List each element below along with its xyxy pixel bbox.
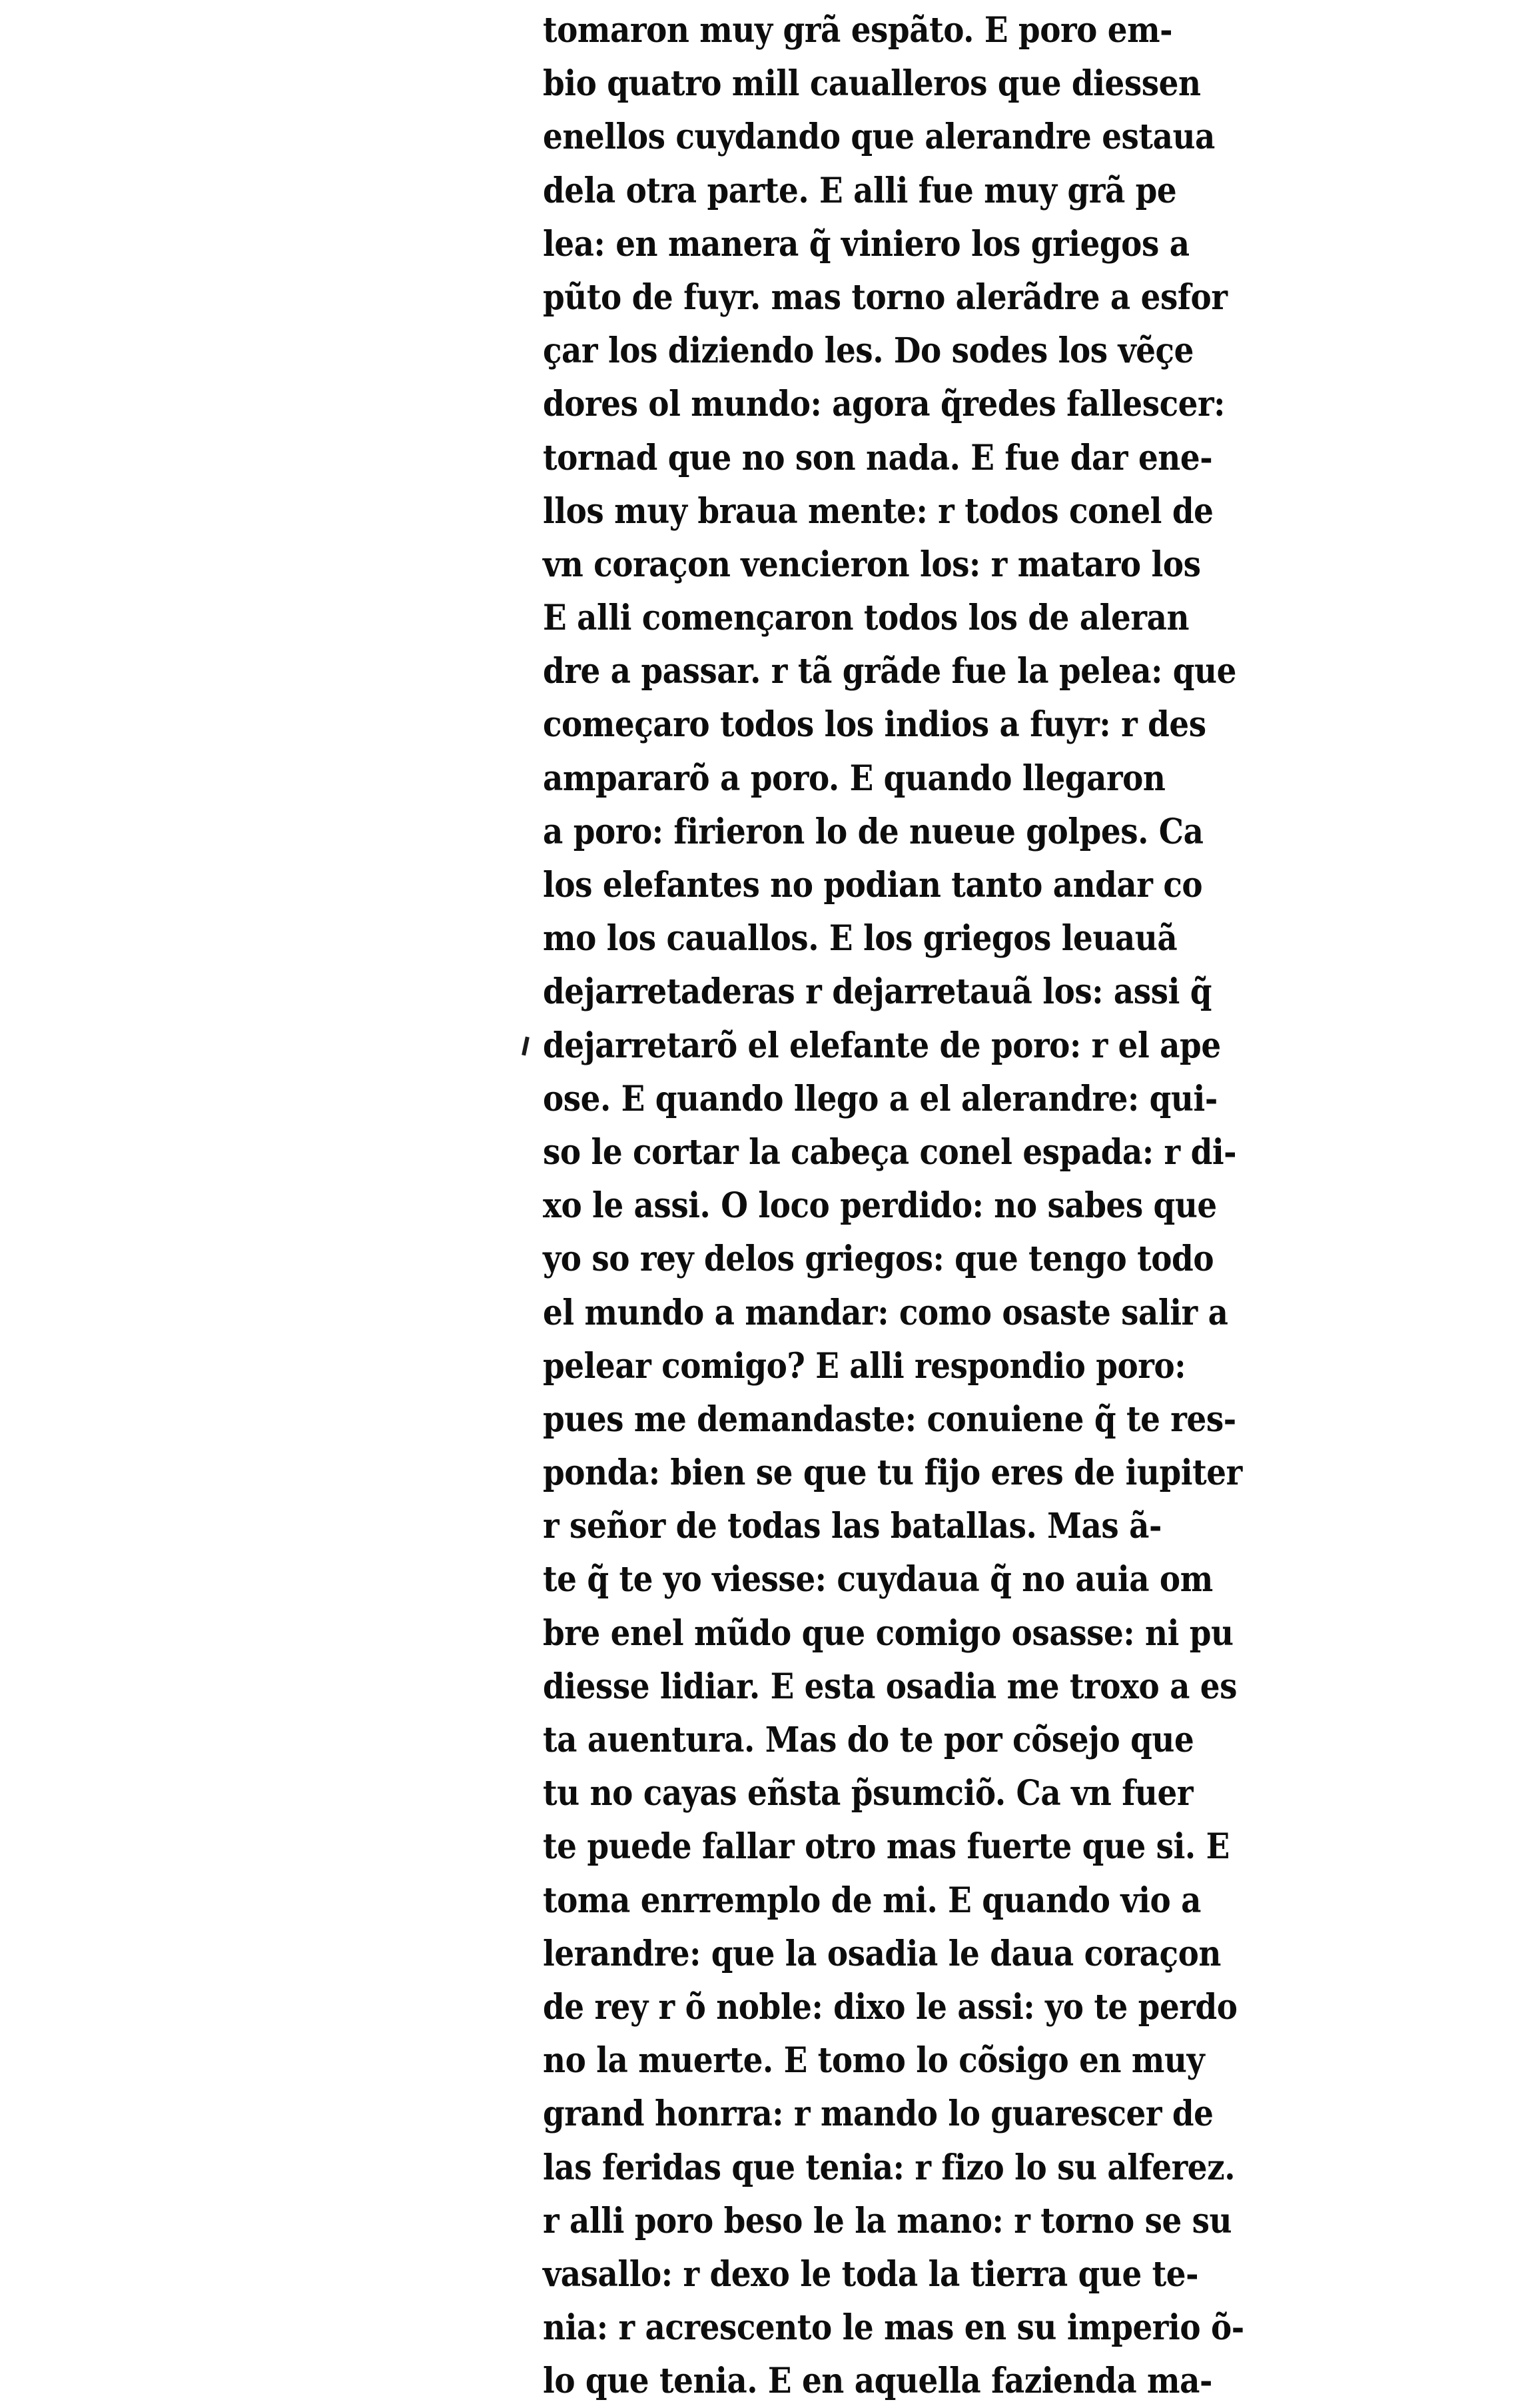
text-line: diesse lidiar. E esta osadia me troxo a es xyxy=(543,1666,1238,1707)
text-line: los elefantes no podian tanto andar co xyxy=(543,865,1203,905)
text-line: a poro: firieron lo de nueue golpes. Ca xyxy=(543,811,1204,852)
text-line: no la muerte. E tomo lo cõsigo en muy xyxy=(543,2040,1205,2082)
text-line: las feridas que tenia: r fizo lo su alferez. xyxy=(543,2147,1236,2188)
text-line: grand honrra: r mando lo guarescer de xyxy=(543,2094,1214,2135)
text-line: toma enrremplo de mi. E quando vio a xyxy=(543,1880,1201,1921)
text-line: so le cortar la cabeça conel espada: r di- xyxy=(543,1131,1237,1173)
text-line: dejarretaderas r dejarretauã los: assi q̃ xyxy=(543,971,1212,1013)
text-line: yo so rey delos griegos: que tengo todo xyxy=(543,1239,1214,1280)
text-line: de rey r õ noble: dixo le assi: yo te perdo xyxy=(543,1986,1238,2028)
text-line: pũto de fuyr. mas torno alerãdre a esfor xyxy=(543,277,1228,318)
text-line: tu no cayas eñsta p̃sumciõ. Ca vn fuer xyxy=(543,1773,1194,1814)
text-line: r señor de todas las batallas. Mas ã- xyxy=(543,1506,1162,1547)
text-line: dela otra parte. E alli fue muy grã pe xyxy=(543,170,1177,211)
text-line: nia: r acrescento le mas en su imperio õ- xyxy=(543,2307,1244,2349)
text-line: pues me demandaste: conuiene q̃ te res- xyxy=(543,1399,1236,1440)
text-column xyxy=(543,4,1309,2408)
text-line: dejarretarõ el elefante de poro: r el ape xyxy=(543,1025,1221,1066)
margin-mark xyxy=(522,1037,530,1056)
text-line: enellos cuydando que alerandre estaua xyxy=(543,117,1215,158)
text-line: tomaron muy grã espãto. E poro em- xyxy=(543,10,1173,51)
text-line: ta auentura. Mas do te por cõsejo que xyxy=(543,1720,1194,1760)
text-line: ponda: bien se que tu fijo eres de iupiter xyxy=(543,1453,1242,1494)
text-line: bre enel mũdo que comigo osasse: ni pu xyxy=(543,1612,1234,1654)
text-line: çar los diziendo les. Do sodes los vẽçe xyxy=(543,330,1194,372)
text-line: vn coraçon vencieron los: r mataro los xyxy=(543,544,1201,585)
text-line: r alli poro beso le la mano: r torno se su xyxy=(543,2200,1232,2241)
text-line: pelear comigo? E alli respondio poro: xyxy=(543,1345,1186,1387)
text-line: lerandre: que la osadia le daua coraçon xyxy=(543,1933,1221,1974)
text-line: lo que tenia. E en aquella fazienda ma- xyxy=(543,2361,1212,2402)
text-line: ampararõ a poro. E quando llegaron xyxy=(543,758,1166,799)
text-line: começaro todos los indios a fuyr: r des xyxy=(543,704,1206,746)
text-line: mo los cauallos. E los griegos leuauã xyxy=(543,918,1178,959)
text-line: ose. E quando llego a el alerandre: qui- xyxy=(543,1078,1218,1119)
text-line: dre a passar. r tã grãde fue la pelea: que xyxy=(543,651,1236,692)
text-line: te puede fallar otro mas fuerte que si. E xyxy=(543,1826,1230,1868)
text-line: lea: en manera q̃ viniero los griegos a xyxy=(543,223,1190,265)
text-line: dores ol mundo: agora q̃redes fallescer: xyxy=(543,384,1226,425)
text-line: te q̃ te yo viesse: cuydaua q̃ no auia om xyxy=(543,1559,1213,1600)
text-line: vasallo: r dexo le toda la tierra que te- xyxy=(543,2253,1199,2295)
text-line: el mundo a mandar: como osaste salir a xyxy=(543,1292,1228,1333)
text-line: tornad que no son nada. E fue dar ene- xyxy=(543,437,1213,478)
text-line: E alli començaron todos los de aleran xyxy=(543,598,1190,639)
text-line: llos muy braua mente: r todos conel de xyxy=(543,490,1214,532)
text-line: xo le assi. O loco perdido: no sabes que xyxy=(543,1185,1217,1227)
text-line: bio quatro mill caualleros que diessen xyxy=(543,63,1201,105)
